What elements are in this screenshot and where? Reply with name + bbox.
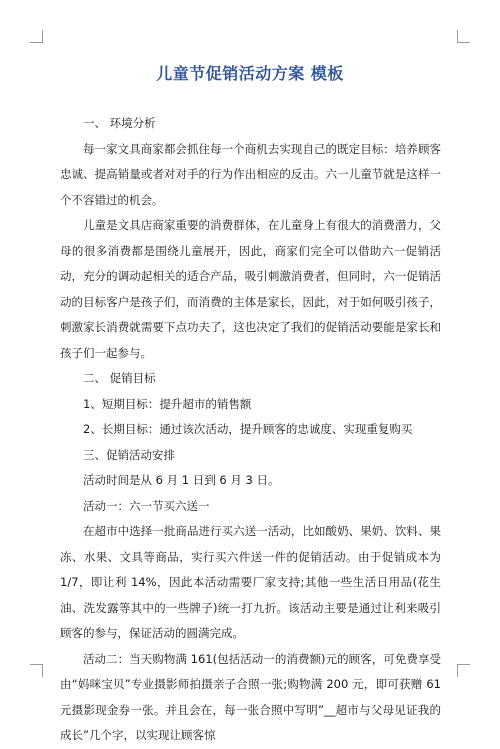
section-heading: 二、 促销目标 (83, 371, 156, 385)
section-heading: 一、 环境分析 (83, 116, 156, 130)
page-corner-mark-bottom-right (457, 664, 470, 677)
page-corner-mark-bottom-left (30, 664, 43, 677)
page-corner-mark-top-right (457, 30, 470, 43)
list-item: 2、长期目标：通过该次活动，提升顾客的忠诚度、实现重复购买 (83, 422, 413, 436)
list-item: 1、短期目标：提升超市的销售额 (83, 396, 252, 411)
section-heading: 三、促销活动安排 (83, 447, 175, 462)
paragraph: 活动二：当天购物满 161(包括活动一的消费额)元的顾客，可免费享受由“妈咪宝贝”专业摄影师拍摄亲子合照一张;购物满 200 元，即可获赠 61 元摄影现金券一张。并且会在，每一张合照中写明”__超市与父母见证我的成长”几个字，以实现让顾客惊 (60, 651, 441, 742)
subheading: 活动一：六一节买六送一 (83, 498, 210, 513)
paragraph: 儿童是文具店商家重要的消费群体，在儿童身上有很大的消费潜力，父母的很多消费都是围绕儿童展开，因此，商家们完全可以借助六一促销活动，充分的调动起相关的适合产品，吸引刺激消费者，但同时，六一促销活动的目标客户是孩子们，而消费的主体是家长，因此，对于如何吸引孩子，刺激家长消费就需要下点功夫了，这也决定了我们的促销活动要能是家长和孩子们一起参与。 (60, 218, 441, 360)
paragraph: 活动时间是从 6 月 1 日到 6 月 3 日。 (83, 473, 280, 487)
document-body (60, 111, 441, 749)
paragraph: 在超市中选择一批商品进行买六送一活动，比如酸奶、果奶、饮料、果冻、水果、文具等商品，实行买六件送一件的促销活动。由于促销成本为 1/7，即让利 14%，因此本活动需要厂家支持;其他一些生活日用品(花生油、洗发露等其中的一些牌子)统一打九折。该活动主要是通过让利来吸引顾客的参与，保证活动的圆满完成。 (60, 524, 441, 640)
paragraph: 每一家文具商家都会抓住每一个商机去实现自己的既定目标：培养顾客忠诚、提高销量或者对对手的行为作出相应的反击。六一儿童节就是这样一个不容错过的机会。 (60, 141, 441, 207)
document-title: 儿童节促销活动方案 模板 (156, 64, 344, 83)
page-corner-mark-top-left (30, 30, 43, 43)
